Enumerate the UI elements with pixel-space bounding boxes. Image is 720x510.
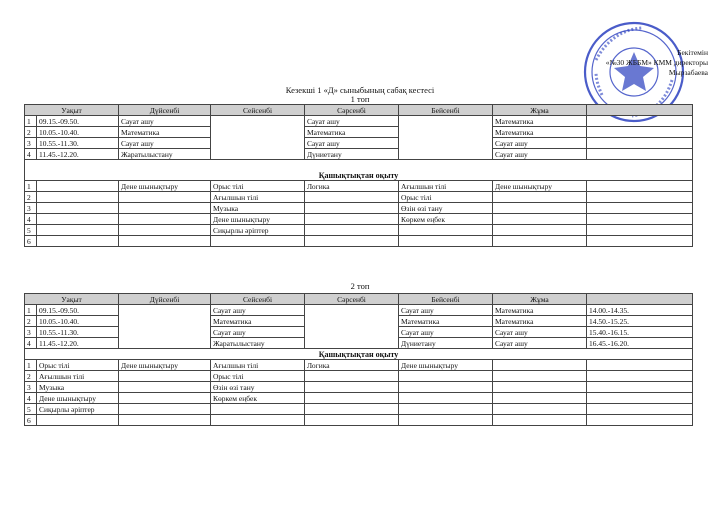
approval-line-2: «№30 ЖББМ» КММ директоры	[605, 58, 708, 67]
distance-lesson	[399, 236, 493, 247]
row-number: 3	[25, 327, 37, 338]
distance-lesson: Көркем еңбек	[399, 214, 493, 225]
distance-lesson	[399, 404, 493, 415]
empty-cell	[37, 225, 119, 236]
distance-lesson: Өзін өзі тану	[211, 382, 305, 393]
row-number: 4	[25, 214, 37, 225]
distance-lesson	[399, 371, 493, 382]
extra-cell	[587, 138, 693, 149]
distance-lesson	[305, 214, 399, 225]
lesson-time: 11.45.-12.20.	[37, 338, 119, 349]
row-number: 1	[25, 305, 37, 316]
distance-lesson: Ағылшын тілі	[211, 192, 305, 203]
spacer-row	[25, 160, 693, 171]
extra-cell	[587, 149, 693, 160]
distance-lesson: Дене шынықтыру	[119, 181, 211, 192]
table-row	[25, 236, 693, 247]
header-time: Уақыт	[25, 294, 119, 305]
distance-lesson	[119, 382, 211, 393]
distance-lesson: Көркем еңбек	[211, 393, 305, 404]
row-number: 4	[25, 393, 37, 404]
header-wednesday: Сәрсенбі	[305, 294, 399, 305]
empty-cell	[37, 203, 119, 214]
distance-lesson	[119, 225, 211, 236]
tuesday-lesson: Жаратылыстану	[211, 338, 305, 349]
distance-lesson	[493, 214, 587, 225]
empty-cell	[587, 214, 693, 225]
table-row	[25, 382, 693, 393]
approval-line-1: Бекітемін	[677, 48, 708, 57]
empty-cell	[493, 404, 587, 415]
distance-lesson	[493, 203, 587, 214]
distance-lesson	[305, 203, 399, 214]
monday-empty-cell	[119, 305, 211, 349]
distance-lesson: Ағылшын тілі	[37, 371, 119, 382]
table-row	[25, 393, 693, 404]
tuesday-lesson: Сауат ашу	[211, 305, 305, 316]
group2-schedule-table	[24, 293, 693, 426]
tuesday-empty-cell	[211, 116, 305, 160]
row-number: 6	[25, 415, 37, 426]
wednesday-empty-cell	[305, 305, 399, 349]
row-number: 2	[25, 316, 37, 327]
distance-lesson	[305, 236, 399, 247]
row-number: 4	[25, 338, 37, 349]
group1-schedule-table	[24, 104, 693, 247]
distance-lesson	[305, 415, 399, 426]
afternoon-time: 16.45.-16.20.	[587, 338, 693, 349]
empty-cell	[587, 393, 693, 404]
empty-cell	[587, 404, 693, 415]
empty-cell	[587, 371, 693, 382]
table-row	[25, 415, 693, 426]
distance-lesson: Сиқырлы әріптер	[37, 404, 119, 415]
friday-lesson: Математика	[493, 116, 587, 127]
friday-lesson: Математика	[493, 127, 587, 138]
empty-cell	[37, 236, 119, 247]
table-row	[25, 371, 693, 382]
empty-cell	[493, 393, 587, 404]
distance-learning-title: Қашықтықтан оқыту	[25, 170, 693, 181]
row-number: 2	[25, 192, 37, 203]
distance-lesson: Өзін өзі тану	[399, 203, 493, 214]
table-row	[25, 192, 693, 203]
approval-block	[578, 48, 708, 78]
thursday-lesson: Сауат ашу	[399, 305, 493, 316]
group2-label: 2 топ	[350, 281, 370, 291]
wednesday-lesson: Математика	[305, 127, 399, 138]
distance-lesson	[119, 393, 211, 404]
empty-cell	[37, 192, 119, 203]
tuesday-lesson: Математика	[211, 316, 305, 327]
distance-lesson	[305, 225, 399, 236]
row-number: 1	[25, 360, 37, 371]
distance-lesson	[119, 192, 211, 203]
empty-cell	[587, 225, 693, 236]
table-row	[25, 149, 693, 160]
thursday-lesson: Дүниетану	[399, 338, 493, 349]
row-number: 2	[25, 371, 37, 382]
table-row	[25, 360, 693, 371]
wednesday-lesson: Сауат ашу	[305, 116, 399, 127]
row-number: 1	[25, 181, 37, 192]
afternoon-time: 14.00.-14.35.	[587, 305, 693, 316]
monday-lesson: Сауат ашу	[119, 116, 211, 127]
header-thursday: Бейсенбі	[399, 105, 493, 116]
row-number: 3	[25, 382, 37, 393]
afternoon-time: 14.50.-15.25.	[587, 316, 693, 327]
distance-lesson	[119, 404, 211, 415]
distance-lesson	[119, 371, 211, 382]
distance-lesson: Музыка	[37, 382, 119, 393]
row-number: 4	[25, 149, 37, 160]
distance-lesson	[119, 214, 211, 225]
distance-lesson	[399, 225, 493, 236]
friday-lesson: Математика	[493, 305, 587, 316]
table-row	[25, 181, 693, 192]
row-number: 2	[25, 127, 37, 138]
distance-lesson	[119, 236, 211, 247]
tuesday-lesson: Сауат ашу	[211, 327, 305, 338]
header-monday: Дүйсенбі	[119, 105, 211, 116]
distance-lesson	[305, 371, 399, 382]
empty-cell	[587, 360, 693, 371]
distance-lesson	[399, 415, 493, 426]
distance-learning-title: Қашықтықтан оқыту	[25, 349, 693, 360]
lesson-time: 10.55.-11.30.	[37, 327, 119, 338]
distance-lesson	[119, 203, 211, 214]
distance-lesson: Музыка	[211, 203, 305, 214]
header-wednesday: Сәрсенбі	[305, 105, 399, 116]
empty-cell	[493, 371, 587, 382]
lesson-time: 11.45.-12.20.	[37, 149, 119, 160]
friday-lesson: Сауат ашу	[493, 149, 587, 160]
row-number: 6	[25, 236, 37, 247]
table-row	[25, 127, 693, 138]
row-number: 3	[25, 138, 37, 149]
friday-lesson: Математика	[493, 316, 587, 327]
distance-lesson: Орыс тілі	[211, 181, 305, 192]
monday-lesson: Математика	[119, 127, 211, 138]
header-thursday: Бейсенбі	[399, 294, 493, 305]
distance-lesson	[211, 404, 305, 415]
lesson-time: 09.15.-09.50.	[37, 116, 119, 127]
empty-cell	[493, 415, 587, 426]
table-row	[25, 305, 693, 316]
friday-lesson: Сауат ашу	[493, 338, 587, 349]
distance-lesson	[37, 415, 119, 426]
table-header-row	[25, 294, 693, 305]
distance-lesson	[399, 382, 493, 393]
monday-lesson: Жаратылыстану	[119, 149, 211, 160]
distance-lesson: Дене шынықтыру	[37, 393, 119, 404]
row-number: 3	[25, 203, 37, 214]
lesson-time: 10.05.-10.40.	[37, 316, 119, 327]
distance-lesson	[305, 393, 399, 404]
lesson-time: 09.15.-09.50.	[37, 305, 119, 316]
group1-label: 1 топ	[350, 94, 370, 104]
distance-lesson	[493, 225, 587, 236]
distance-lesson: Сиқырлы әріптер	[211, 225, 305, 236]
empty-cell	[493, 382, 587, 393]
document-title: Кезекші 1 «Д» сыныбының сабақ кестесі	[285, 85, 435, 95]
distance-lesson: Дене шынықтыру	[399, 360, 493, 371]
distance-lesson: Ағылшын тілі	[211, 360, 305, 371]
distance-lesson	[211, 415, 305, 426]
friday-lesson: Сауат ашу	[493, 138, 587, 149]
distance-lesson: Логика	[305, 360, 399, 371]
table-row	[25, 138, 693, 149]
table-row	[25, 203, 693, 214]
table-header-row	[25, 105, 693, 116]
afternoon-time: 15.40.-16.15.	[587, 327, 693, 338]
distance-lesson: Дене шынықтыру	[493, 181, 587, 192]
empty-cell	[37, 181, 119, 192]
empty-cell	[587, 236, 693, 247]
distance-lesson	[305, 382, 399, 393]
monday-lesson: Сауат ашу	[119, 138, 211, 149]
distance-lesson: Орыс тілі	[37, 360, 119, 371]
empty-cell	[587, 181, 693, 192]
row-number: 1	[25, 116, 37, 127]
header-tuesday: Сейсенбі	[211, 294, 305, 305]
approval-line-3: Мырзабаева	[668, 68, 708, 77]
row-number: 5	[25, 225, 37, 236]
header-friday: Жұма	[493, 294, 587, 305]
table-row	[25, 404, 693, 415]
thursday-empty-cell	[399, 116, 493, 160]
distance-lesson: Ағылшын тілі	[399, 181, 493, 192]
distance-lesson	[493, 192, 587, 203]
distance-lesson: Орыс тілі	[211, 371, 305, 382]
distance-title-row	[25, 349, 693, 360]
distance-lesson	[305, 192, 399, 203]
distance-lesson	[305, 404, 399, 415]
distance-lesson: Дене шынықтыру	[211, 214, 305, 225]
table-row	[25, 225, 693, 236]
header-extra	[587, 105, 693, 116]
lesson-time: 10.05.-10.40.	[37, 127, 119, 138]
friday-lesson: Сауат ашу	[493, 327, 587, 338]
distance-title-row	[25, 170, 693, 181]
lesson-time: 10.55.-11.30.	[37, 138, 119, 149]
distance-lesson: Орыс тілі	[399, 192, 493, 203]
empty-cell	[493, 360, 587, 371]
thursday-lesson: Математика	[399, 316, 493, 327]
extra-cell	[587, 116, 693, 127]
distance-lesson	[119, 415, 211, 426]
distance-lesson: Логика	[305, 181, 399, 192]
table-row	[25, 214, 693, 225]
distance-lesson	[211, 236, 305, 247]
distance-lesson: Дене шынықтыру	[119, 360, 211, 371]
thursday-lesson: Сауат ашу	[399, 327, 493, 338]
table-row	[25, 116, 693, 127]
extra-cell	[587, 127, 693, 138]
header-tuesday: Сейсенбі	[211, 105, 305, 116]
header-extra	[587, 294, 693, 305]
empty-cell	[37, 214, 119, 225]
distance-lesson	[399, 393, 493, 404]
row-number: 5	[25, 404, 37, 415]
empty-cell	[587, 415, 693, 426]
header-monday: Дүйсенбі	[119, 294, 211, 305]
distance-lesson	[493, 236, 587, 247]
wednesday-lesson: Дүниетану	[305, 149, 399, 160]
header-friday: Жұма	[493, 105, 587, 116]
header-time: Уақыт	[25, 105, 119, 116]
empty-cell	[587, 203, 693, 214]
empty-cell	[587, 382, 693, 393]
empty-cell	[587, 192, 693, 203]
wednesday-lesson: Сауат ашу	[305, 138, 399, 149]
